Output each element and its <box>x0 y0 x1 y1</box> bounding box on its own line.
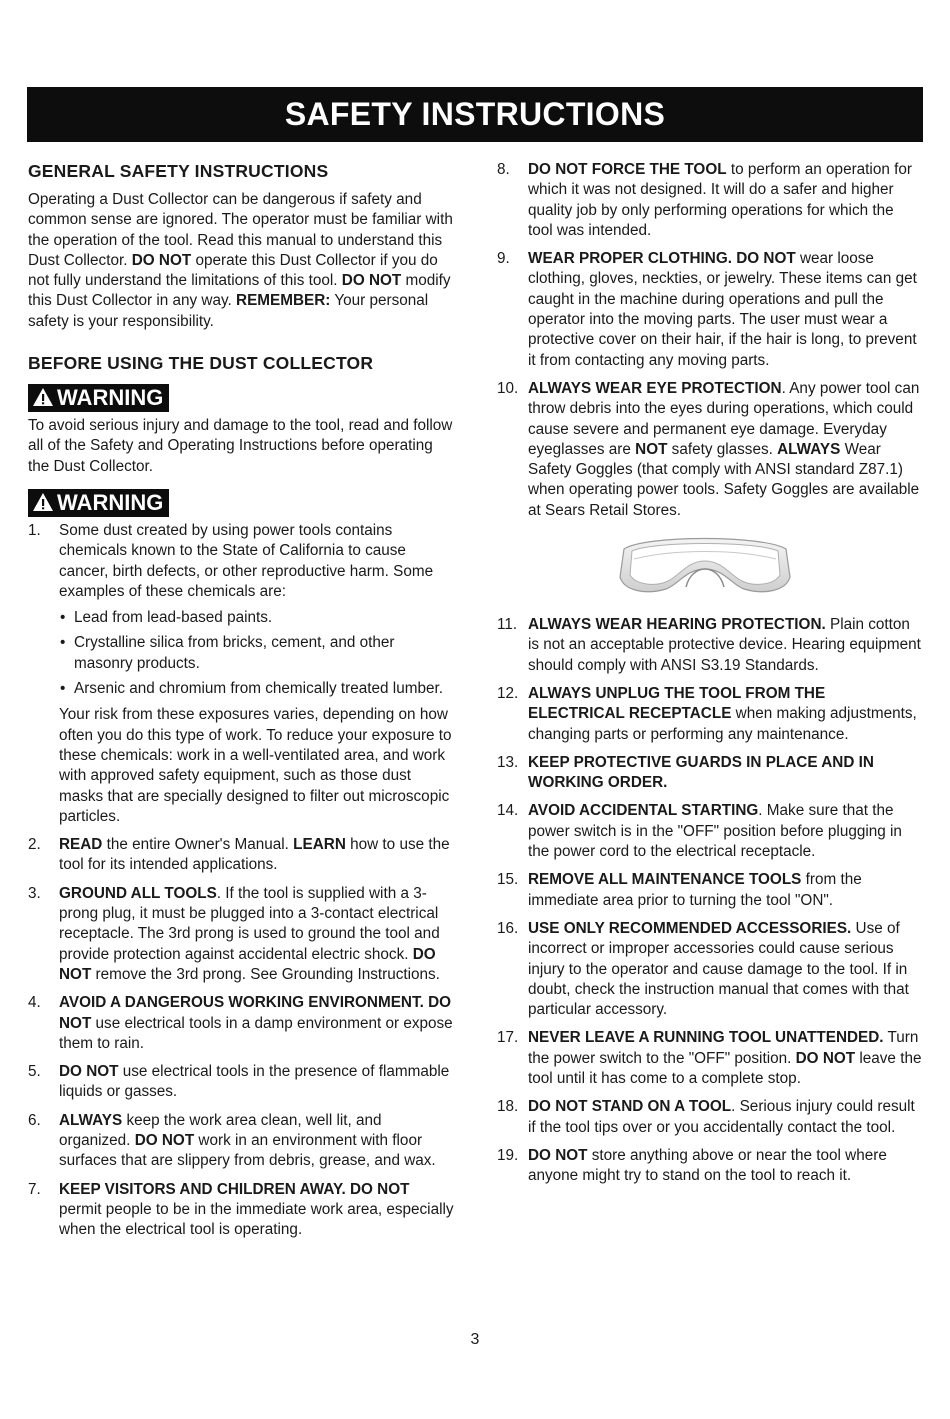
item-text: AVOID A DANGEROUS WORKING ENVIRONMENT. DO NOT use electrical tools in a damp environment or expose them to rain. <box>59 994 453 1052</box>
item-text: NEVER LEAVE A RUNNING TOOL UNATTENDED. Turn the power switch to the "OFF" position. DO NOT leave the tool until it has come to a complete stop. <box>528 1029 922 1087</box>
list-item-10 <box>497 379 922 521</box>
item-number: 14. <box>497 802 519 820</box>
item-text: KEEP VISITORS AND CHILDREN AWAY. DO NOT permit people to be in the immediate work area, especially when the electrical tool is operating. <box>59 1180 454 1239</box>
list-item-14 <box>497 801 922 862</box>
item-number: 17. <box>497 1029 519 1047</box>
list-item-11 <box>497 615 922 676</box>
warning-triangle-icon <box>32 387 54 407</box>
list-item-2 <box>28 835 456 876</box>
item-number: 8. <box>497 161 510 178</box>
item-number: 9. <box>497 250 510 268</box>
item-text: WEAR PROPER CLOTHING. DO NOT wear loose clothing, gloves, neckties, or jewelry. These items can get caught in the machine during operations and pull the operator into the moving parts. The user must wear a protective cover on their hair, if the hair is long, to prevent it from contacting any moving parts. <box>528 250 917 369</box>
item-text: Some dust created by using power tools contains chemicals known to the State of California to cause cancer, birth defects, or other reproductive harm. Some examples of these chemicals are: <box>59 521 434 600</box>
item-text: ALWAYS UNPLUG THE TOOL FROM THE ELECTRICAL RECEPTACLE when making adjustments, changing parts or performing any maintenance. <box>528 684 917 743</box>
page-number: 3 <box>470 1331 480 1348</box>
item-number: 13. <box>497 753 519 771</box>
item-text: USE ONLY RECOMMENDED ACCESSORIES. Use of incorrect or improper accessories could cause serious injury to the operator and cause damage to the tool. If in doubt, check the instruction manual that comes with that particular accessory. <box>528 919 909 1019</box>
general-safety-heading: GENERAL SAFETY INSTRUCTIONS <box>28 161 329 181</box>
list-item-6 <box>28 1111 456 1172</box>
item-number: 6. <box>28 1111 41 1129</box>
warning-label: WARNING <box>57 489 164 515</box>
item-number: 11. <box>497 616 518 634</box>
left-instruction-list <box>28 521 456 1241</box>
list-item-7 <box>28 1180 456 1241</box>
list-item-5 <box>28 1062 456 1103</box>
warning-text: To avoid serious injury and damage to the tool, read and follow all of the Safety and Operating Instructions before operating the Dust Collector. <box>28 417 453 475</box>
bullet-item: • Arsenic and chromium from chemically treated lumber. <box>59 679 456 699</box>
list-item-4 <box>28 993 456 1054</box>
bullet-item: • Lead from lead-based paints. <box>59 608 456 628</box>
item-text: REMOVE ALL MAINTENANCE TOOLS from the immediate area prior to turning the tool "ON". <box>528 871 862 909</box>
item-number: 4. <box>28 994 41 1012</box>
page-banner: SAFETY INSTRUCTIONS <box>27 87 923 142</box>
right-instruction-list <box>497 160 922 521</box>
list-item-16 <box>497 919 922 1020</box>
list-item-9 <box>497 249 922 371</box>
list-item-17 <box>497 1028 922 1089</box>
before-using-heading: BEFORE USING THE DUST COLLECTOR <box>28 353 374 374</box>
item-text: KEEP PROTECTIVE GUARDS IN PLACE AND IN WORKING ORDER. <box>528 753 874 792</box>
warning-triangle-icon <box>32 492 54 512</box>
item-text: READ the entire Owner's Manual. LEARN how to use the tool for its intended applications. <box>59 836 450 874</box>
warning-badge <box>28 384 169 412</box>
general-safety-intro: Operating a Dust Collector can be dangerous if safety and common sense are ignored. The operator must be familiar with the operation of the tool. Read this manual to understand this Dust Collector. DO NOT operate this Dust Collector if you do not fully understand the limitations of this tool. DO NOT modify this Dust Collector in any way. REMEMBER: Your personal safety is your responsibility. <box>28 191 453 330</box>
list-item-3 <box>28 884 456 985</box>
item-number: 15. <box>497 871 519 889</box>
item-text: ALWAYS WEAR HEARING PROTECTION. Plain cotton is not an acceptable protective device. Hearing equipment should comply with ANSI S3.19 Standards. <box>528 616 921 674</box>
item-text: DO NOT use electrical tools in the presence of flammable liquids or gasses. <box>59 1063 450 1101</box>
list-item-8 <box>497 160 922 241</box>
item-number: 12. <box>497 684 519 702</box>
list-item-19 <box>497 1146 922 1187</box>
item-number: 2. <box>28 836 41 854</box>
item-text: AVOID ACCIDENTAL STARTING. Make sure that the power switch is in the "OFF" position before plugging in the power cord to the electrical receptacle. <box>528 802 902 861</box>
item-number: 16. <box>497 919 519 937</box>
bullet-item: • Crystalline silica from bricks, cement, and other masonry products. <box>59 633 456 674</box>
chemical-examples-list <box>59 608 456 699</box>
item-text: ALWAYS keep the work area clean, well lit, and organized. DO NOT work in an environment with floor surfaces that are slippery from debris, grease, and wax. <box>59 1111 436 1170</box>
list-item-15 <box>497 870 922 911</box>
item-number: 10. <box>497 379 519 397</box>
item-number: 3. <box>28 884 41 902</box>
item-number: 18. <box>497 1098 519 1116</box>
warning-badge-2 <box>28 489 169 517</box>
item-text: GROUND ALL TOOLS. If the tool is supplied with a 3-prong plug, it must be plugged into a 3-contact electrical receptacle. The 3rd prong is used to ground the tool and provide protection against accidental electric shock. DO NOT remove the 3rd prong. See Grounding Instructions. <box>59 884 440 983</box>
item-number: 1. <box>28 521 41 539</box>
item-number: 7. <box>28 1180 41 1198</box>
right-column <box>497 160 922 1194</box>
item-number: 19. <box>497 1146 519 1164</box>
safety-goggles-illustration <box>614 529 796 601</box>
list-item-12 <box>497 684 922 745</box>
list-item-18 <box>497 1097 922 1138</box>
warning-label: WARNING <box>57 385 164 411</box>
item-text: DO NOT FORCE THE TOOL to perform an operation for which it was not designed. It will do a safer and higher quality job by only performing operations for which the tool was intended. <box>528 161 912 239</box>
item-text: DO NOT store anything above or near the tool where anyone might try to stand on the tool to reach it. <box>528 1146 887 1185</box>
left-column <box>28 160 456 1248</box>
item-text: DO NOT STAND ON A TOOL. Serious injury could result if the tool tips over or you accidentally contact the tool. <box>528 1098 915 1136</box>
item-text-continued: Your risk from these exposures varies, depending on how often you do this type of work. To reduce your exposure to these chemicals: work in a well-ventilated area, and work with approved safety equipment, such as those dust masks that are specially designed to filter out microscopic particles. <box>59 706 452 825</box>
item-number: 5. <box>28 1063 41 1081</box>
list-item-13 <box>497 753 922 794</box>
list-item-1 <box>28 521 456 827</box>
right-instruction-list-continued <box>497 615 922 1186</box>
item-text: ALWAYS WEAR EYE PROTECTION. Any power tool can throw debris into the eyes during operations, which could cause severe and permanent eye damage. Everyday eyeglasses are NOT safety glasses. ALWAYS Wear Safety Goggles (that comply with ANSI standard Z87.1) when operating power tools. Safety Goggles are available at Sears Retail Stores. <box>528 379 920 519</box>
